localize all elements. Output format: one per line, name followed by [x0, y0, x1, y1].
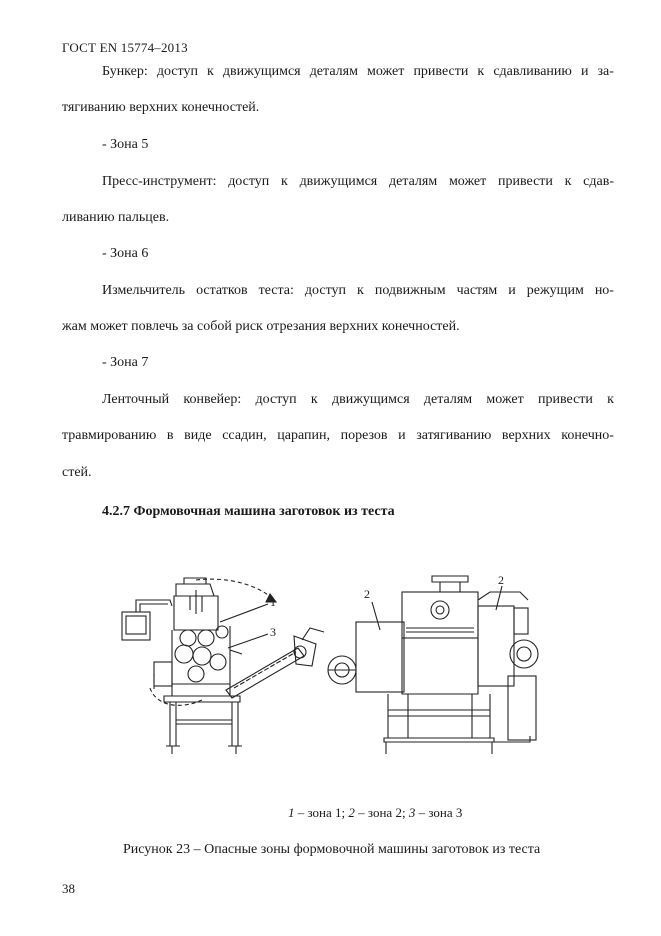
callout-label-2-right: 2: [498, 573, 504, 587]
word: Измельчитель: [102, 283, 186, 298]
word: к: [207, 64, 214, 79]
document-header: ГОСТ EN 15774–2013: [62, 40, 188, 55]
word: остатков: [196, 283, 248, 298]
zone-6-label: - Зона 6: [102, 246, 149, 261]
word: движущимся: [222, 64, 301, 79]
paragraph-2-line-1: [102, 174, 614, 190]
page-number: 38: [62, 881, 75, 896]
paragraph-2-line-2: ливанию пальцев.: [62, 210, 170, 225]
word: конечно-: [561, 428, 614, 443]
main-housing-right: [402, 592, 478, 638]
machine-drawing: [110, 570, 550, 770]
paragraph-1-line-2: тягиванию верхних конечностей.: [62, 100, 260, 115]
word: к: [281, 174, 288, 189]
word: привести: [538, 392, 593, 407]
side-guard-right: [478, 606, 514, 686]
word: сдав-: [583, 174, 614, 189]
word: к: [477, 64, 485, 79]
word: и: [580, 64, 589, 79]
figure-caption: Рисунок 23 – Опасные зоны формовочной машины заготовок из теста: [123, 842, 541, 857]
word: Бункер:: [102, 64, 148, 79]
word: к: [564, 174, 572, 189]
word: царапин,: [277, 428, 330, 443]
word: привести: [413, 64, 469, 79]
zone-5-label: - Зона 5: [102, 137, 149, 152]
paragraph-4-line-3: стей.: [62, 465, 92, 480]
legend-text-2: – зона 2;: [354, 805, 409, 820]
legend-text-1: – зона 1;: [294, 805, 349, 820]
callout-label-3: 3: [270, 625, 276, 639]
callout-label-2-left: 2: [364, 587, 370, 601]
legend-number-2: 2: [348, 805, 355, 820]
word: деталям: [309, 64, 358, 79]
legend-number-3: 3: [408, 805, 416, 820]
legend-number-1: 1: [288, 805, 295, 820]
word: доступ: [255, 392, 297, 407]
figure-legend: [288, 805, 462, 821]
word: виде: [184, 428, 212, 443]
paragraph-3-line-2: жам может повлечь за собой риск отрезания верхних конечностей.: [62, 319, 460, 334]
word: за-: [597, 64, 614, 79]
word: затягиванию: [416, 428, 492, 443]
word: конвейер:: [183, 392, 242, 407]
conveyor-belt: [226, 648, 304, 698]
word: деталям: [423, 392, 473, 407]
word: движущимся: [331, 392, 410, 407]
paragraph-4-line-2: [62, 428, 614, 444]
word: теста:: [258, 283, 294, 298]
word: в: [166, 428, 174, 443]
word: ссадин,: [222, 428, 267, 443]
word: порезов: [340, 428, 388, 443]
word: Пресс-инструмент:: [102, 174, 217, 189]
paragraph-4-line-1: [102, 392, 614, 408]
section-title: 4.2.7 Формовочная машина заготовок из теста: [102, 504, 395, 519]
zone-7-label: - Зона 7: [102, 355, 149, 370]
word: частям: [456, 283, 498, 298]
word: к: [310, 392, 318, 407]
word: и: [398, 428, 406, 443]
word: доступ: [156, 64, 198, 79]
word: деталям: [388, 174, 438, 189]
paragraph-3-line-1: [102, 283, 614, 299]
word: сдавливанию: [493, 64, 572, 79]
word: движущимся: [299, 174, 378, 189]
word: может: [367, 64, 405, 79]
word: доступ: [304, 283, 347, 298]
word: режущим: [526, 283, 584, 298]
word: верхних: [501, 428, 551, 443]
callout-label-1: 1: [270, 595, 276, 609]
word: доступ: [228, 174, 270, 189]
word: и: [508, 283, 516, 298]
word: Ленточный: [102, 392, 170, 407]
word: подвижным: [374, 283, 446, 298]
word: травмированию: [62, 428, 157, 443]
paragraph-1-line-1: [102, 64, 614, 80]
word: может: [448, 174, 487, 189]
word: к: [357, 283, 364, 298]
word: может: [486, 392, 524, 407]
word: но-: [594, 283, 614, 298]
word: к: [607, 392, 614, 407]
legend-text-3: – зона 3: [415, 805, 463, 820]
word: привести: [498, 174, 553, 189]
side-guard-left: [356, 622, 404, 692]
roller-left-1: [180, 630, 196, 646]
